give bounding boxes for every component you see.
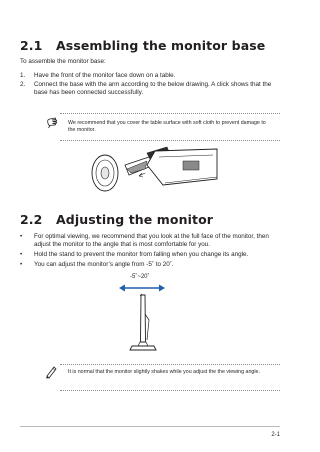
- bullet-marker: •: [20, 233, 23, 240]
- step-marker: 1.: [20, 72, 26, 79]
- note-rule-bottom: [60, 390, 280, 391]
- bullet-1: [20, 233, 278, 250]
- bullet-text: You can adjust the monitor’s angle from -5˚ to 20˚.: [34, 261, 174, 268]
- monitor-tilt-illustration: [118, 282, 168, 360]
- section-number: 2.2: [20, 212, 43, 227]
- step-marker: 2.: [20, 81, 26, 88]
- bullet-marker: •: [20, 251, 23, 258]
- footer-rule: [20, 426, 280, 427]
- bullet-text: For optimal viewing, we recommend that you look at the full face of the monitor, then adjust the monitor to the angle that is most comfortable for you.: [34, 233, 269, 249]
- section-heading-2-2: [20, 212, 213, 227]
- base-assembly-illustration: [85, 143, 220, 195]
- intro-text: To assemble the monitor base:: [20, 58, 106, 65]
- section-heading-2-1: [20, 38, 265, 53]
- step-2: [20, 81, 275, 98]
- bullet-3: [20, 261, 278, 270]
- warning-hand-icon: [45, 116, 59, 129]
- step-1: [20, 72, 275, 81]
- step-text: Connect the base with the arm according to the below drawing. A click shows that the base has been connected successfully.: [34, 81, 272, 97]
- pen-note-icon: [44, 365, 58, 379]
- note-text: We recommend that you cover the table surface with soft cloth to prevent damage to the monitor.: [68, 120, 266, 134]
- page-number: 2-1: [271, 432, 280, 438]
- note-rule-bottom: [60, 140, 280, 141]
- angle-label: -5˚~20˚: [130, 274, 150, 280]
- note-rule-top: [60, 364, 280, 365]
- section-title: Adjusting the monitor: [56, 212, 214, 227]
- section-number: 2.1: [20, 38, 43, 53]
- note-text: It is normal that the monitor slightly shakes while you adjust the the viewing angle.: [68, 369, 260, 375]
- tilt-arrow-icon: [119, 285, 165, 292]
- bullet-2: [20, 251, 278, 260]
- note-rule-top: [60, 113, 280, 114]
- step-text: Have the front of the monitor face down on a table.: [34, 72, 176, 79]
- bullet-marker: •: [20, 261, 23, 268]
- section-title: Assembling the monitor base: [56, 38, 266, 53]
- bullet-text: Hold the stand to prevent the monitor from falling when you change its angle.: [34, 251, 249, 258]
